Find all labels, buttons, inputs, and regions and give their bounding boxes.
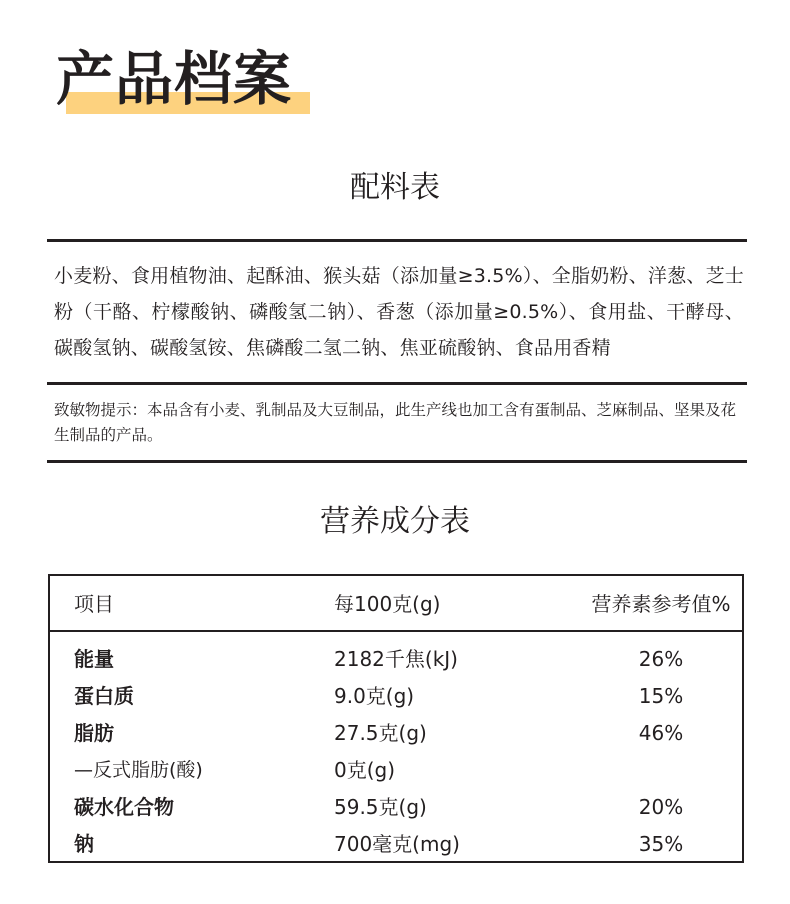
row-per-100g: 700毫克(mg) [334, 832, 460, 856]
header-nrv: 营养素参考值% [591, 592, 731, 616]
row-per-100g: 9.0克(g) [334, 684, 415, 708]
row-per-100g: 0克(g) [334, 758, 396, 782]
ingredients-text: 小麦粉、食用植物油、起酥油、猴头菇（添加量≥3.5%）、全脂奶粉、洋葱、芝士粉（干酪、柠檬酸钠、磷酸氢二钠）、香葱（添加量≥0.5%）、食用盐、干酵母、碳酸氢钠、碳酸氢铵、焦磷酸二氢二钠、焦亚硫酸钠、食品用香精 [54, 265, 744, 359]
ingredients-bottom-divider [47, 382, 747, 385]
row-nrv: 20% [638, 795, 684, 819]
page-title: 产品档案 [56, 45, 293, 113]
table-row [50, 752, 742, 789]
header-per-100g: 每100克(g) [334, 592, 441, 616]
ingredients-heading: 配料表 [350, 170, 440, 205]
row-per-100g: 59.5克(g) [334, 795, 427, 819]
table-row [50, 678, 742, 715]
ingredients-top-divider [47, 239, 747, 242]
row-item: 钠 [74, 832, 94, 856]
nutrition-heading: 营养成分表 [320, 504, 470, 539]
row-per-100g: 2182千焦(kJ) [334, 647, 458, 671]
row-item: 蛋白质 [74, 684, 134, 708]
row-item: —反式脂肪(酸) [74, 759, 203, 781]
nutrition-table-header [50, 576, 742, 632]
header-item: 项目 [74, 592, 114, 616]
allergen-bottom-divider [47, 460, 747, 463]
row-nrv: 26% [638, 647, 684, 671]
table-row [50, 715, 742, 752]
row-item: 脂肪 [74, 721, 114, 745]
table-row [50, 641, 742, 678]
row-nrv: 35% [638, 832, 684, 856]
row-nrv: 15% [638, 684, 684, 708]
row-per-100g: 27.5克(g) [334, 721, 427, 745]
table-row [50, 826, 742, 863]
row-item: 碳水化合物 [74, 795, 174, 819]
row-item: 能量 [74, 647, 114, 671]
table-row [50, 789, 742, 826]
nutrition-table [48, 574, 744, 863]
page-title-block [56, 44, 292, 114]
row-nrv: 46% [638, 721, 684, 745]
allergen-notice: 致敏物提示：本品含有小麦、乳制品及大豆制品，此生产线也加工含有蛋制品、芝麻制品、坚果及花生制品的产品。 [54, 401, 737, 444]
